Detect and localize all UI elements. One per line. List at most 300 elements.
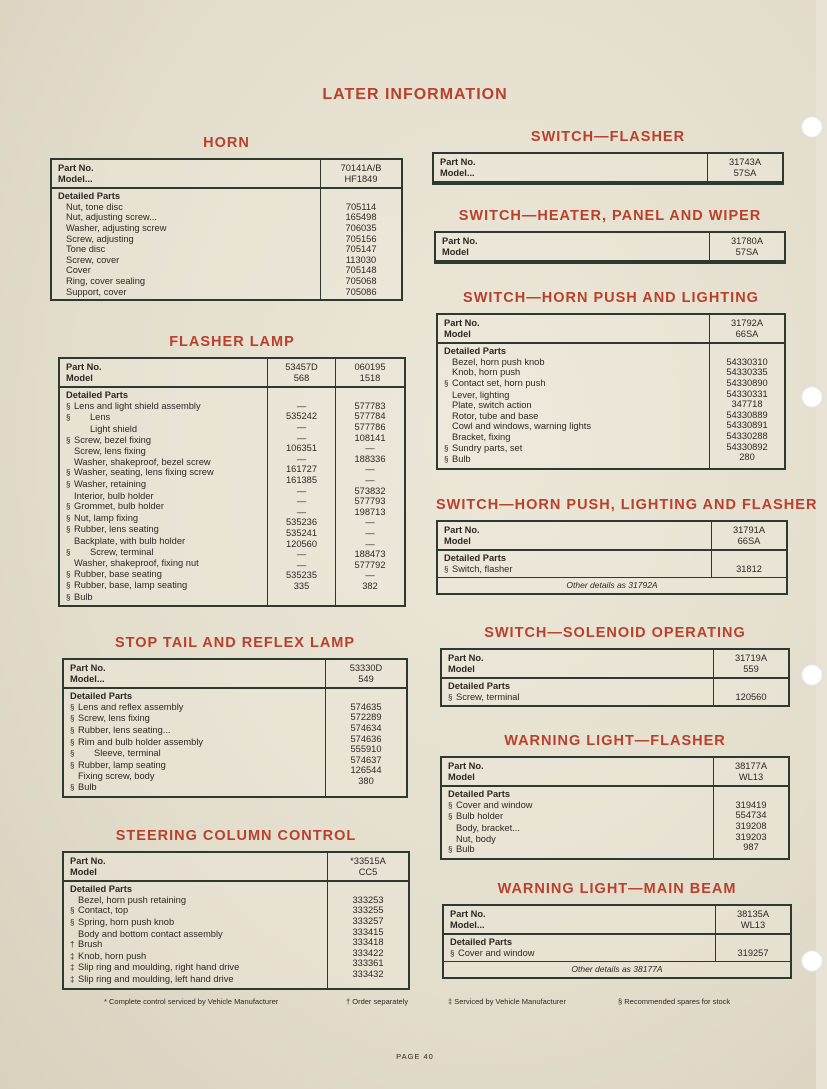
part-number-column [336, 359, 404, 388]
part-name: Cover and window [458, 947, 535, 958]
parts-table [434, 231, 786, 264]
spare-mark: § [448, 800, 453, 810]
punch-hole [801, 950, 823, 972]
part-name: Rubber, base, lamp seating [74, 580, 188, 591]
part-name: Screw, lens fixing [74, 446, 146, 457]
detailed-parts-title: Detailed Parts [70, 884, 133, 895]
part-row [58, 265, 316, 276]
part-value: — [296, 485, 307, 496]
part-row [444, 432, 705, 443]
part-no-label-text: Part No. [442, 236, 478, 246]
spare-mark: § [444, 443, 449, 453]
part-row [66, 569, 263, 581]
part-value: — [296, 421, 307, 432]
part-name: Rotor, tube and base [452, 410, 539, 421]
section-warning-light-flasher [440, 730, 790, 860]
section-title: SWITCH—HORN PUSH, LIGHTING AND FLASHER [436, 497, 818, 513]
part-value: 535241 [285, 527, 318, 538]
part-no-label-text: Part No. [450, 909, 486, 919]
model-number: 57SA [735, 246, 759, 257]
punch-hole [801, 386, 823, 408]
part-value: 987 [743, 842, 759, 853]
spare-mark: § [444, 378, 449, 388]
model-label-text: Model [448, 663, 475, 674]
part-row [66, 446, 263, 457]
part-value: 574636 [350, 733, 382, 744]
part-value: — [365, 538, 375, 549]
parts-table [432, 152, 784, 185]
part-name: Screw, adjusting [66, 233, 134, 244]
part-name: Screw, lens fixing [78, 713, 150, 724]
part-row [58, 202, 316, 213]
part-value: 574637 [350, 754, 382, 765]
detailed-parts-title: Detailed Parts [66, 390, 129, 401]
part-values-column [326, 689, 406, 795]
part-row [448, 692, 709, 704]
part-row [66, 592, 263, 604]
part-value: 54330335 [726, 367, 768, 378]
part-number-column [716, 906, 790, 935]
detailed-parts-title: Detailed Parts [450, 937, 513, 948]
part-name: Washer, adjusting screw [66, 222, 167, 233]
part-value: 535235 [285, 570, 318, 581]
spare-mark: § [450, 948, 455, 958]
part-value: 319419 [735, 799, 767, 810]
table-footer-note: Other details as 31792A [438, 577, 786, 593]
spare-mark: § [70, 906, 75, 916]
part-row [444, 357, 705, 368]
part-number: 53330D [349, 663, 383, 673]
part-name: Interior, bulb holder [74, 490, 154, 501]
part-name: Spring, horn push knob [78, 916, 175, 927]
part-name: Rubber, lens seating... [78, 724, 171, 735]
detailed-parts-title: Detailed Parts [70, 691, 133, 702]
part-value: 54330310 [726, 356, 768, 367]
part-row [70, 782, 321, 794]
part-row [70, 929, 323, 940]
part-row [66, 401, 263, 413]
detailed-parts-title: Detailed Parts [444, 346, 507, 357]
model-label-text: Model... [70, 673, 105, 684]
detailed-parts-title: Detailed Parts [448, 789, 511, 800]
part-name: Ring, cover sealing [66, 275, 146, 286]
part-values-column [714, 787, 788, 858]
part-name: Cover [66, 265, 91, 276]
part-value: — [365, 474, 375, 485]
part-value: 31812 [736, 563, 762, 574]
part-value: — [365, 570, 375, 581]
part-name: Plate, switch action [452, 400, 532, 411]
part-no-label [444, 525, 707, 536]
model-number: 66SA [737, 535, 761, 546]
part-value: 161727 [285, 464, 318, 475]
part-value: 333418 [352, 937, 384, 948]
part-row [70, 771, 321, 782]
part-value: 573832 [354, 485, 386, 496]
part-name: Rubber, lamp seating [78, 759, 166, 770]
part-name: Bulb [456, 844, 475, 855]
part-value: 54330889 [726, 409, 768, 420]
part-value: 335 [293, 580, 310, 591]
part-model-labels [436, 233, 710, 262]
spacer-row [716, 553, 782, 564]
part-name: Washer, shakeproof, fixing nut [74, 558, 199, 569]
part-name: Sleeve, terminal [94, 748, 161, 759]
part-value: 333361 [352, 958, 384, 969]
part-values-column [714, 679, 788, 705]
part-row [66, 479, 263, 491]
part-value: 54330890 [726, 377, 768, 388]
detailed-parts-title: Detailed Parts [58, 191, 121, 202]
part-name: Contact, top [78, 905, 129, 916]
part-name: Cowl and windows, warning lights [452, 421, 592, 432]
section-title: WARNING LIGHT—FLASHER [504, 733, 726, 749]
part-name: Nut, body [456, 833, 496, 844]
part-value: 347718 [731, 399, 763, 410]
spare-mark: § [70, 917, 75, 927]
part-value: 319203 [735, 831, 767, 842]
part-value: 106351 [285, 443, 318, 454]
model-number: WL13 [740, 919, 766, 930]
part-name: Bulb holder [456, 811, 504, 822]
part-row [66, 580, 263, 592]
part-name: Screw, cover [66, 254, 120, 265]
part-value: — [296, 432, 307, 443]
part-value: 333432 [352, 968, 384, 979]
spare-mark: § [66, 468, 71, 478]
parts-table [62, 851, 410, 990]
part-value: 380 [358, 775, 374, 786]
section-title: STEERING COLUMN CONTROL [115, 828, 357, 844]
part-values-column [321, 189, 401, 299]
part-name: Lens and reflex assembly [78, 701, 184, 712]
part-row [66, 412, 263, 424]
part-value: 333255 [352, 905, 384, 916]
part-value: 198713 [354, 506, 386, 517]
part-name: Switch, flasher [452, 563, 513, 574]
part-name: Bulb [452, 454, 471, 465]
part-name: Nut, lamp fixing [74, 512, 139, 523]
part-value: 382 [362, 580, 378, 591]
section-switch-horn-push-lighting [436, 287, 786, 470]
spacer-row [325, 191, 397, 202]
section-warning-light-main-beam [442, 878, 792, 979]
part-number: 31791A [732, 525, 766, 535]
detailed-parts-list [64, 689, 326, 795]
section-title: STOP TAIL AND REFLEX LAMP [114, 635, 356, 651]
part-number-column [714, 650, 788, 679]
spare-mark: § [66, 413, 71, 423]
part-no-label-text: Part No. [448, 761, 484, 771]
part-value: 554734 [735, 810, 767, 821]
part-row [58, 287, 316, 298]
part-value: 705114 [345, 201, 377, 212]
part-model-labels [442, 758, 714, 787]
section-switch-flasher [432, 126, 784, 185]
part-model-labels [442, 650, 714, 679]
model-label [70, 674, 321, 685]
part-value: — [296, 549, 307, 560]
part-row [58, 223, 316, 234]
spare-mark: § [70, 749, 75, 759]
part-value: 319257 [737, 947, 769, 958]
part-row [444, 421, 705, 432]
part-row [70, 951, 323, 963]
part-no-label-text: Part No. [448, 653, 484, 663]
part-no-label [448, 653, 709, 664]
model-label [444, 536, 707, 547]
section-flasher-lamp [58, 331, 406, 607]
spare-mark: § [66, 592, 71, 602]
part-value: 319208 [735, 820, 767, 831]
part-value: 120560 [735, 691, 767, 702]
detailed-parts-list [438, 551, 712, 577]
detailed-parts-list [442, 787, 714, 858]
detailed-parts-list [442, 679, 714, 705]
part-value: 535236 [285, 517, 318, 528]
part-name: Body, bracket... [456, 822, 520, 833]
part-row [444, 367, 705, 378]
spare-mark: § [66, 525, 71, 535]
part-no-label-text: Part No. [444, 525, 480, 535]
part-name: Light shield [90, 423, 138, 434]
spare-mark: § [66, 401, 71, 411]
section-title: FLASHER LAMP [169, 334, 295, 350]
part-value: 188473 [354, 549, 386, 560]
model-label [444, 329, 705, 340]
model-label [58, 174, 316, 185]
model-number: 568 [293, 372, 310, 383]
part-number: 38177A [734, 761, 768, 771]
part-value: 574634 [350, 722, 382, 733]
part-no-label [70, 663, 321, 674]
spacer-row [714, 346, 780, 357]
part-name: Bezel, horn push retaining [78, 894, 187, 905]
spare-mark: § [70, 760, 75, 770]
part-row [70, 905, 323, 917]
part-value: 705068 [345, 275, 377, 286]
spare-mark: § [66, 569, 71, 579]
part-value: 572289 [350, 712, 382, 723]
part-row [70, 962, 323, 974]
spare-mark: ‡ [70, 963, 75, 973]
part-value: 54330891 [726, 420, 768, 431]
part-row [58, 276, 316, 287]
footnote-order-separately: † Order separately [346, 997, 409, 1006]
part-no-label-text: Part No. [440, 157, 476, 167]
part-name: Slip ring and moulding, left hand drive [78, 973, 234, 984]
model-label [450, 920, 711, 931]
detailed-parts-title: Detailed Parts [444, 553, 507, 564]
part-values-column [268, 388, 336, 605]
part-row [66, 558, 263, 569]
part-row [444, 390, 705, 401]
part-number: 70141A/B [340, 163, 382, 173]
part-row [70, 713, 321, 725]
spare-mark: ‡ [70, 974, 75, 984]
spacer-row [332, 884, 404, 895]
part-number: 31792A [730, 318, 764, 328]
section-title: SWITCH—FLASHER [530, 129, 686, 145]
part-name: Support, cover [66, 286, 127, 297]
part-no-label [440, 157, 703, 168]
part-row [444, 443, 705, 455]
part-value: 54330288 [726, 430, 768, 441]
part-model-labels [52, 160, 321, 189]
parts-table [58, 357, 406, 607]
part-name: Nut, adjusting screw... [66, 212, 157, 223]
section-switch-heater [434, 205, 786, 264]
part-name: Fixing screw, body [78, 771, 155, 782]
footnote-complete-control: * Complete control serviced by Vehicle Manufacturer [104, 997, 279, 1006]
model-label-text: Model [444, 328, 471, 339]
part-row [58, 234, 316, 245]
model-label-text: Model... [450, 919, 485, 930]
punch-hole [801, 664, 823, 686]
detailed-parts-title: Detailed Parts [448, 681, 511, 692]
part-value: 333253 [352, 894, 384, 905]
part-number: *33515A [350, 856, 386, 866]
part-no-label [58, 163, 316, 174]
part-row [66, 467, 263, 479]
part-row [58, 255, 316, 266]
part-name: Bracket, fixing [452, 431, 511, 442]
part-number-column [328, 853, 408, 882]
parts-table [436, 520, 788, 595]
part-row [448, 844, 709, 856]
part-name: Backplate, with bulb holder [74, 535, 186, 546]
part-values-column [336, 388, 404, 605]
spare-mark: § [66, 435, 71, 445]
section-title: SWITCH—HORN PUSH AND LIGHTING [463, 290, 759, 306]
section-title: HORN [203, 135, 250, 151]
part-value: 705148 [345, 265, 377, 276]
part-name: Washer, seating, lens fixing screw [74, 467, 214, 478]
model-label [66, 373, 263, 384]
detailed-parts-list [444, 935, 716, 961]
part-value: — [365, 464, 375, 475]
part-name: Slip ring and moulding, right hand drive [78, 962, 240, 973]
part-row [444, 378, 705, 390]
part-no-label [66, 362, 263, 373]
part-name: Knob, horn push [452, 367, 521, 378]
part-value: — [296, 496, 307, 507]
part-model-labels [444, 906, 716, 935]
part-name: Lens and light shield assembly [74, 400, 201, 411]
detailed-parts-list [438, 344, 710, 468]
section-title: WARNING LIGHT—MAIN BEAM [497, 881, 737, 897]
spacer-row [718, 789, 784, 800]
part-value: 577792 [354, 559, 386, 570]
part-name: Bulb [74, 591, 93, 602]
part-value: — [296, 506, 307, 517]
part-row [444, 411, 705, 422]
model-label-text: Model [444, 535, 471, 546]
part-value: 161385 [285, 474, 318, 485]
spare-mark: § [70, 714, 75, 724]
part-value: 54330892 [726, 441, 768, 452]
part-no-label [444, 318, 705, 329]
part-model-labels [64, 660, 326, 689]
parts-table [442, 904, 792, 979]
part-row [448, 800, 709, 812]
part-value: 577793 [354, 496, 386, 507]
spare-mark: † [70, 940, 75, 950]
spare-mark: § [70, 782, 75, 792]
part-row [70, 917, 323, 929]
part-number-column [710, 315, 784, 344]
part-name: Lever, lighting [452, 389, 510, 400]
spare-mark: § [448, 812, 453, 822]
spare-mark: § [70, 737, 75, 747]
footnote-recommended-spares: § Recommended spares for stock [618, 997, 731, 1006]
part-row [70, 725, 321, 737]
part-value: 126544 [350, 765, 382, 776]
spacer-row [718, 681, 784, 692]
part-value: 280 [739, 452, 755, 463]
spare-mark: § [448, 692, 453, 702]
part-value: 555910 [350, 744, 382, 755]
part-row [66, 536, 263, 547]
spare-mark: § [448, 845, 453, 855]
part-number-column [710, 233, 784, 262]
part-no-label-text: Part No. [70, 663, 106, 673]
part-value: 705147 [345, 244, 377, 255]
part-value: 333415 [352, 926, 384, 937]
part-name: Grommet, bulb holder [74, 501, 164, 512]
part-row [66, 435, 263, 447]
footnote-vehicle-manufacturer: ‡ Serviced by Vehicle Manufacturer [448, 997, 566, 1006]
part-value: 54330331 [726, 388, 768, 399]
parts-table [50, 158, 403, 301]
part-no-label-text: Part No. [58, 163, 94, 173]
part-name: Bulb [78, 781, 97, 792]
part-model-labels [434, 154, 708, 183]
part-name: Screw, terminal [90, 546, 154, 557]
spare-mark: § [70, 702, 75, 712]
section-horn [50, 132, 403, 301]
part-row [448, 811, 709, 823]
part-number-column [714, 758, 788, 787]
part-row [448, 834, 709, 845]
part-value: 120560 [285, 538, 318, 549]
spacer-row [720, 937, 786, 948]
model-label [440, 168, 703, 179]
part-number-column [712, 522, 786, 551]
part-number: 31719A [734, 653, 768, 663]
spare-mark: § [66, 479, 71, 489]
part-number-column [268, 359, 336, 388]
model-label [442, 247, 705, 258]
part-name: Screw, terminal [456, 691, 520, 702]
part-value: 333422 [352, 947, 384, 958]
model-number: 549 [358, 673, 374, 684]
model-number: HF1849 [344, 173, 378, 184]
part-name: Tone disc [66, 244, 106, 255]
part-number: 31743A [728, 157, 762, 167]
part-values-column [710, 344, 784, 468]
part-number: 31780A [730, 236, 764, 246]
part-name: Nut, tone disc [66, 201, 123, 212]
detailed-parts-list [52, 189, 321, 299]
part-name: Rim and bulb holder assembly [78, 736, 204, 747]
model-label [448, 772, 709, 783]
spacer-row [272, 390, 331, 401]
part-values-column [716, 935, 790, 961]
part-values-column [712, 551, 786, 577]
part-no-label [442, 236, 705, 247]
part-value: — [365, 443, 375, 454]
